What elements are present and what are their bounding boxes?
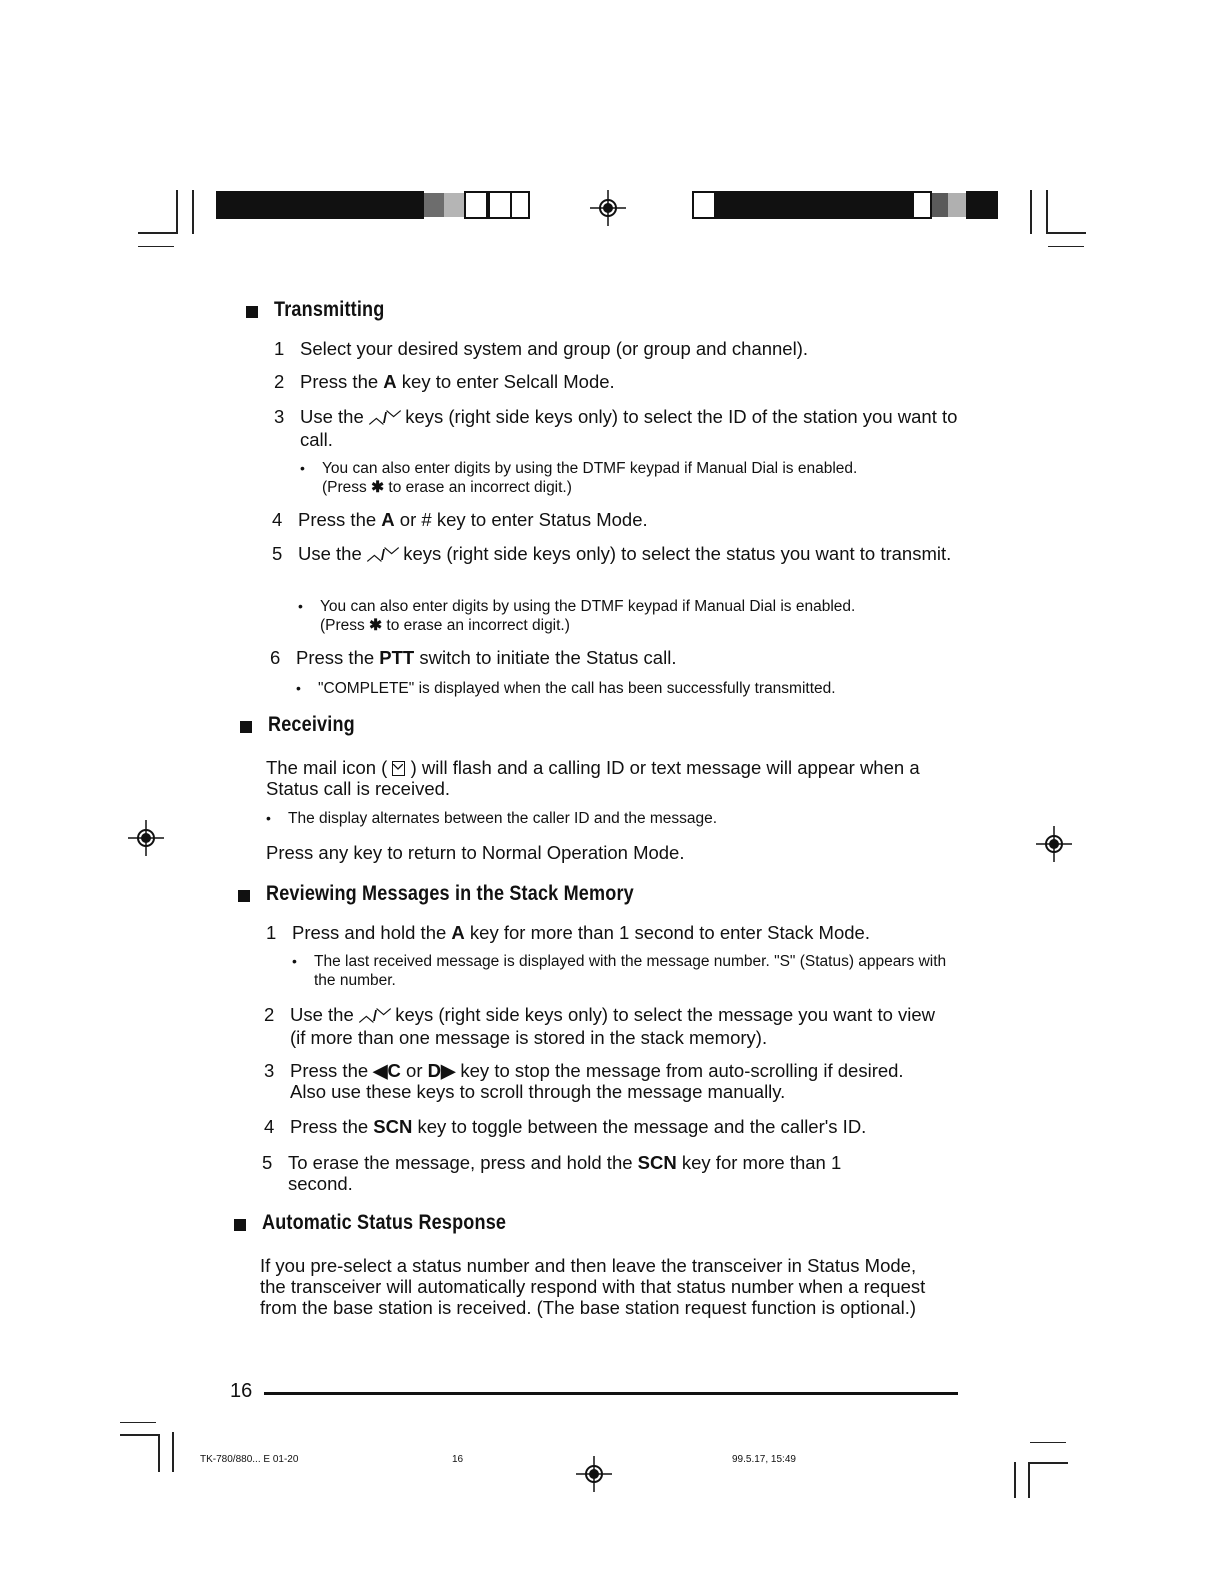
left-triangle-icon: ◀ [373,1060,388,1081]
registration-mark-top [590,190,626,226]
automatic-paragraph: If you pre-select a status number and then leave the transceiver in Status Mode, the transceiver will automatically respond with that status number when a request from the base station is received. (The base station request function is optional.) [260,1255,926,1318]
section-title: Transmitting [274,298,385,321]
slug-page: 16 [452,1454,464,1465]
asterisk-icon: ✱ [369,617,383,634]
key-scn: SCN [637,1152,677,1173]
registration-mark-bottom [576,1456,612,1492]
up-down-arrow-icon: ︿/﹀ [368,410,401,427]
registration-mark-left [128,820,164,856]
key-ptt: PTT [379,647,415,668]
right-triangle-icon: ▶ [441,1060,456,1081]
key-d: D [427,1060,442,1081]
key-a: A [381,509,395,530]
key-a: A [451,922,465,943]
section-bullet-icon [240,721,252,733]
key-c: C [387,1060,401,1081]
registration-mark-right [1036,826,1072,862]
section-title: Reviewing Messages in the Stack Memory [266,882,634,905]
slug-left: TK-780/880... E 01-20 [200,1454,299,1465]
page-number: 16 [230,1380,253,1402]
key-scn: SCN [373,1116,413,1137]
up-down-arrow-icon: ︿/﹀ [366,547,399,564]
section-bullet-icon [246,306,258,318]
mail-icon [392,761,405,776]
key-a: A [383,371,397,392]
receiving-paragraph-2: Press any key to return to Normal Operation Mode. [266,842,685,863]
slug-date: 99.5.17, 15:49 [732,1454,796,1465]
up-down-arrow-icon: ︿/﹀ [358,1008,391,1025]
section-title: Receiving [268,713,355,736]
receiving-paragraph: The mail icon ( ) will flash and a calling ID or text message will appear when a Status call is received. [266,757,920,799]
asterisk-icon: ✱ [371,479,385,496]
section-title: Automatic Status Response [262,1211,507,1234]
section-bullet-icon [238,890,250,902]
section-bullet-icon [234,1219,246,1231]
footer-rule [264,1392,958,1395]
